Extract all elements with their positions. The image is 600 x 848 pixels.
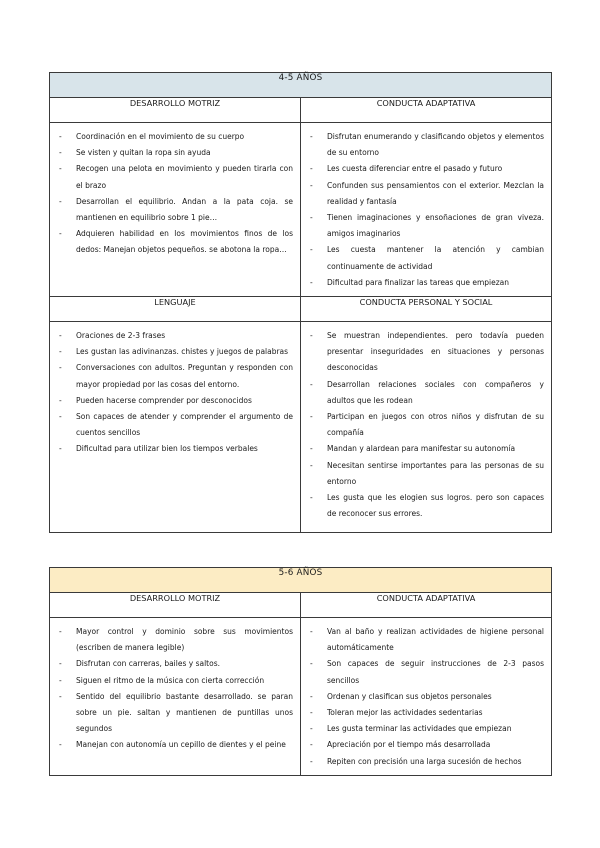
table-5-6-years bbox=[49, 567, 552, 776]
list-item: - Participan en juegos con otros niños y disfrutan de su compañía bbox=[310, 409, 544, 441]
age-header: 5-6 AÑOS bbox=[50, 568, 552, 593]
list-item: - Apreciación por el tiempo más desarrollada bbox=[310, 737, 544, 753]
list-item: - Pueden hacerse comprender por desconocidos bbox=[59, 393, 293, 409]
age-header: 4-5 AÑOS bbox=[50, 73, 552, 98]
list-item: - Les cuesta mantener la atención y cambian continuamente de actividad bbox=[310, 242, 544, 274]
list-item: - Tienen imaginaciones y ensoñaciones de gran viveza. amigos imaginarios bbox=[310, 210, 544, 242]
table-4-5-years bbox=[49, 72, 552, 533]
section-cell bbox=[50, 618, 301, 776]
section-heading-desarrollo-motriz: DESARROLLO MOTRIZ bbox=[50, 98, 301, 123]
list-item: - Confunden sus pensamientos con el exterior. Mezclan la realidad y fantasía bbox=[310, 178, 544, 210]
list-item: - Manejan con autonomía un cepillo de dientes y el peine bbox=[59, 737, 293, 753]
list-item: - Siguen el ritmo de la música con cierta corrección bbox=[59, 673, 293, 689]
section-cell bbox=[301, 123, 552, 297]
list-item: - Les cuesta diferenciar entre el pasado y futuro bbox=[310, 161, 544, 177]
bullet-list bbox=[301, 123, 551, 296]
bullet-list bbox=[50, 618, 300, 759]
section-cell bbox=[50, 123, 301, 297]
section-heading-lenguaje: LENGUAJE bbox=[50, 297, 301, 322]
list-item: - Sentido del equilibrio bastante desarrollado. se paran sobre un pie. saltan y mantienen de puntillas unos segundos bbox=[59, 689, 293, 738]
list-item: - Dificultad para utilizar bien los tiempos verbales bbox=[59, 441, 293, 457]
list-item: - Son capaces de seguir instrucciones de 2-3 pasos sencillos bbox=[310, 656, 544, 688]
list-item: - Les gustan las adivinanzas. chistes y juegos de palabras bbox=[59, 344, 293, 360]
section-heading-conducta-adaptativa: CONDUCTA ADAPTATIVA bbox=[301, 98, 552, 123]
bullet-list bbox=[50, 322, 300, 463]
section-cell bbox=[301, 322, 552, 533]
section-heading-conducta-adaptativa: CONDUCTA ADAPTATIVA bbox=[301, 593, 552, 618]
section-cell bbox=[301, 618, 552, 776]
list-item: - Disfrutan enumerando y clasificando objetos y elementos de su entorno bbox=[310, 129, 544, 161]
list-item: - Van al baño y realizan actividades de higiene personal automáticamente bbox=[310, 624, 544, 656]
section-cell bbox=[50, 322, 301, 533]
list-item: - Son capaces de atender y comprender el argumento de cuentos sencillos bbox=[59, 409, 293, 441]
list-item: - Adquieren habilidad en los movimientos finos de los dedos: Manejan objetos pequeños. se abotona la ropa… bbox=[59, 226, 293, 258]
list-item: - Se muestran independientes. pero todavía pueden presentar inseguridades en situaciones y personas desconocidas bbox=[310, 328, 544, 377]
list-item: - Dificultad para finalizar las tareas que empiezan bbox=[310, 275, 544, 291]
bullet-list bbox=[301, 618, 551, 775]
list-item: - Toleran mejor las actividades sedentarias bbox=[310, 705, 544, 721]
list-item: - Repiten con precisión una larga sucesión de hechos bbox=[310, 754, 544, 770]
bullet-list bbox=[50, 123, 300, 264]
list-item: - Ordenan y clasifican sus objetos personales bbox=[310, 689, 544, 705]
list-item: - Se visten y quitan la ropa sin ayuda bbox=[59, 145, 293, 161]
list-item: - Desarrollan el equilibrio. Andan a la pata coja. se mantienen en equilibrio sobre 1 pie… bbox=[59, 194, 293, 226]
list-item: - Mandan y alardean para manifestar su autonomía bbox=[310, 441, 544, 457]
list-item: - Recogen una pelota en movimiento y pueden tirarla con el brazo bbox=[59, 161, 293, 193]
list-item: - Oraciones de 2-3 frases bbox=[59, 328, 293, 344]
list-item: - Desarrollan relaciones sociales con compañeros y adultos que les rodean bbox=[310, 377, 544, 409]
list-item: - Les gusta terminar las actividades que empiezan bbox=[310, 721, 544, 737]
section-heading-desarrollo-motriz: DESARROLLO MOTRIZ bbox=[50, 593, 301, 618]
list-item: - Conversaciones con adultos. Preguntan y responden con mayor propiedad por las cosas del entorno. bbox=[59, 360, 293, 392]
section-heading-conducta-personal-social: CONDUCTA PERSONAL Y SOCIAL bbox=[301, 297, 552, 322]
list-item: - Les gusta que les elogien sus logros. pero son capaces de reconocer sus errores. bbox=[310, 490, 544, 522]
bullet-list bbox=[301, 322, 551, 527]
list-item: - Disfrutan con carreras, bailes y saltos. bbox=[59, 656, 293, 672]
list-item: - Necesitan sentirse importantes para las personas de su entorno bbox=[310, 458, 544, 490]
list-item: - Coordinación en el movimiento de su cuerpo bbox=[59, 129, 293, 145]
list-item: - Mayor control y dominio sobre sus movimientos (escriben de manera legible) bbox=[59, 624, 293, 656]
